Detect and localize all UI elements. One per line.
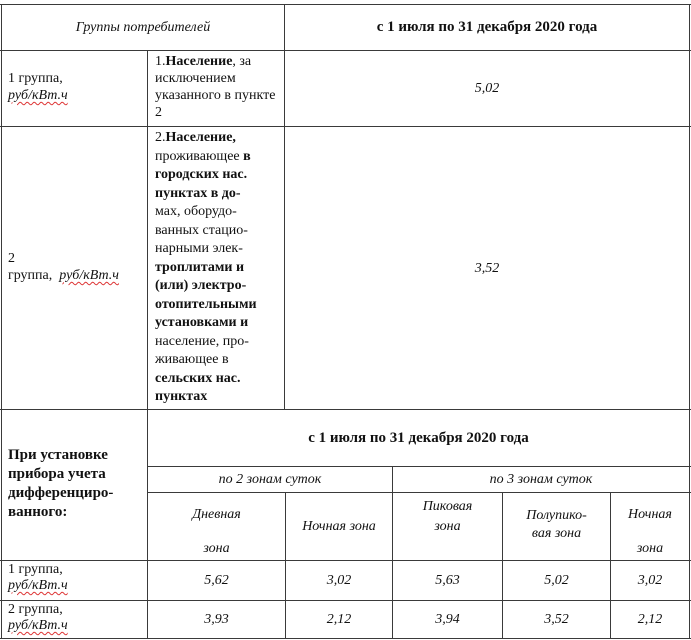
col-day-line1: Дневная bbox=[192, 507, 241, 522]
meter-row-1-peak: 5,63 bbox=[435, 573, 460, 588]
group2-desc-run: население, про- bbox=[155, 333, 249, 349]
col-night3-line2: зона bbox=[636, 541, 664, 556]
period-header: с 1 июля по 31 декабря 2020 года bbox=[376, 19, 598, 35]
group2-desc-line bbox=[155, 129, 283, 148]
group1-value: 5,02 bbox=[474, 81, 500, 96]
group2-desc-line bbox=[155, 148, 283, 167]
col-night-header: Ночная зона bbox=[302, 519, 376, 534]
group2-label bbox=[8, 250, 144, 284]
meter-label-line: прибора учета bbox=[8, 466, 106, 482]
group2-desc-run: живающее в bbox=[155, 352, 229, 367]
group2-label-num: 2 bbox=[8, 251, 15, 266]
group1-num: 1. bbox=[155, 54, 166, 69]
group1-label-text: 1 группа, bbox=[8, 71, 63, 86]
meter-row-1-day: 5,62 bbox=[204, 573, 229, 588]
group1-label bbox=[8, 70, 144, 104]
col-semipeak-line1: Полупико- bbox=[526, 508, 587, 523]
meter-label-line: ванного: bbox=[8, 504, 68, 520]
meter-row-2-unit: руб/кВт.ч bbox=[8, 618, 68, 633]
zones2-header: по 2 зонам суток bbox=[218, 472, 322, 487]
group2-num: 2. bbox=[155, 130, 166, 145]
meter-label-line: При установке bbox=[8, 447, 108, 463]
group2-desc-run: нарными элек- bbox=[155, 241, 243, 256]
group2-desc-line bbox=[155, 333, 283, 352]
group2-desc-line bbox=[155, 203, 283, 222]
meter-row-2-night3: 2,12 bbox=[637, 612, 663, 627]
group2-desc-line bbox=[155, 351, 283, 370]
group2-desc-run: сельских нас. bbox=[155, 370, 241, 386]
meter-row-2-peak: 3,94 bbox=[435, 612, 460, 627]
group2-desc-line bbox=[155, 166, 283, 185]
group2-desc-run: пунктах bbox=[155, 389, 208, 404]
group2-desc-line bbox=[155, 240, 283, 259]
meter-row-1-night3: 3,02 bbox=[637, 573, 663, 588]
col-semipeak-line2: вая зона bbox=[531, 526, 582, 541]
group1-desc-rest: , за исключением указанного в пункте 2 bbox=[155, 54, 276, 120]
group2-label-text: группа, bbox=[8, 268, 53, 283]
group2-desc-run: проживающее bbox=[155, 148, 244, 164]
col-semipeak-header bbox=[503, 507, 610, 543]
meter-row-1-label-text: 1 группа, bbox=[8, 562, 63, 577]
rule-right bbox=[689, 4, 690, 639]
meter-row-2-day: 3,93 bbox=[204, 612, 229, 627]
col-day-line2: зона bbox=[203, 541, 230, 556]
meter-row-2-label-text: 2 группа, bbox=[8, 602, 63, 617]
group2-value: 3,52 bbox=[474, 260, 500, 276]
group2-desc-line bbox=[155, 185, 283, 204]
group2-desc-run: троплитами и bbox=[155, 259, 245, 275]
meter-row-2-label bbox=[8, 602, 146, 634]
rule-left bbox=[1, 4, 2, 639]
meter-row-1-semipeak: 5,02 bbox=[544, 573, 569, 588]
group2-desc-run: установками и bbox=[155, 315, 249, 330]
group2-description bbox=[155, 129, 283, 407]
group2-desc-run: Население, bbox=[165, 130, 236, 145]
col-night3-header bbox=[611, 506, 689, 557]
group2-desc-run: отопительными bbox=[155, 296, 257, 312]
group2-unit: руб/кВт.ч bbox=[59, 268, 119, 283]
group2-desc-line bbox=[155, 388, 283, 407]
meter-row-1-night: 3,02 bbox=[326, 573, 352, 588]
zones3-header: по 3 зонам суток bbox=[489, 472, 593, 487]
meter-row-2-semipeak: 3,52 bbox=[544, 612, 569, 627]
meter-row-1-unit: руб/кВт.ч bbox=[8, 578, 68, 593]
group2-desc-run: в bbox=[243, 148, 251, 164]
col-peak-line2: зона bbox=[434, 519, 461, 534]
group2-desc-line bbox=[155, 296, 283, 315]
group2-desc-line bbox=[155, 259, 283, 278]
group2-desc-run: (или) электро- bbox=[155, 278, 247, 293]
meter-label-line: дифференциро- bbox=[8, 485, 114, 501]
groups-header: Группы потребителей bbox=[75, 20, 211, 35]
group1-desc-bold: Население bbox=[165, 54, 233, 69]
group2-desc-run: ванных стацио- bbox=[155, 222, 248, 238]
col-day-header bbox=[148, 506, 285, 557]
group2-desc-line bbox=[155, 277, 283, 296]
col-night3-line1: Ночная bbox=[628, 507, 672, 522]
group1-unit: руб/кВт.ч bbox=[8, 88, 68, 103]
group2-desc-run: пунктах в до- bbox=[155, 185, 241, 201]
meter-row-2-night: 2,12 bbox=[326, 612, 352, 627]
meter-row-1-label bbox=[8, 562, 146, 594]
group1-description bbox=[155, 53, 283, 121]
meter-label bbox=[8, 446, 146, 522]
col-peak-line1: Пиковая bbox=[422, 499, 473, 514]
group2-desc-line bbox=[155, 222, 283, 241]
group2-desc-line bbox=[155, 314, 283, 333]
group2-desc-line bbox=[155, 370, 283, 389]
rule-bottom bbox=[0, 638, 691, 639]
group2-desc-run: городских нас. bbox=[155, 167, 248, 182]
meter-period-header: с 1 июля по 31 декабря 2020 года bbox=[308, 429, 529, 446]
col-peak-header bbox=[393, 497, 502, 537]
group2-desc-run: мах, оборудо- bbox=[155, 204, 237, 219]
